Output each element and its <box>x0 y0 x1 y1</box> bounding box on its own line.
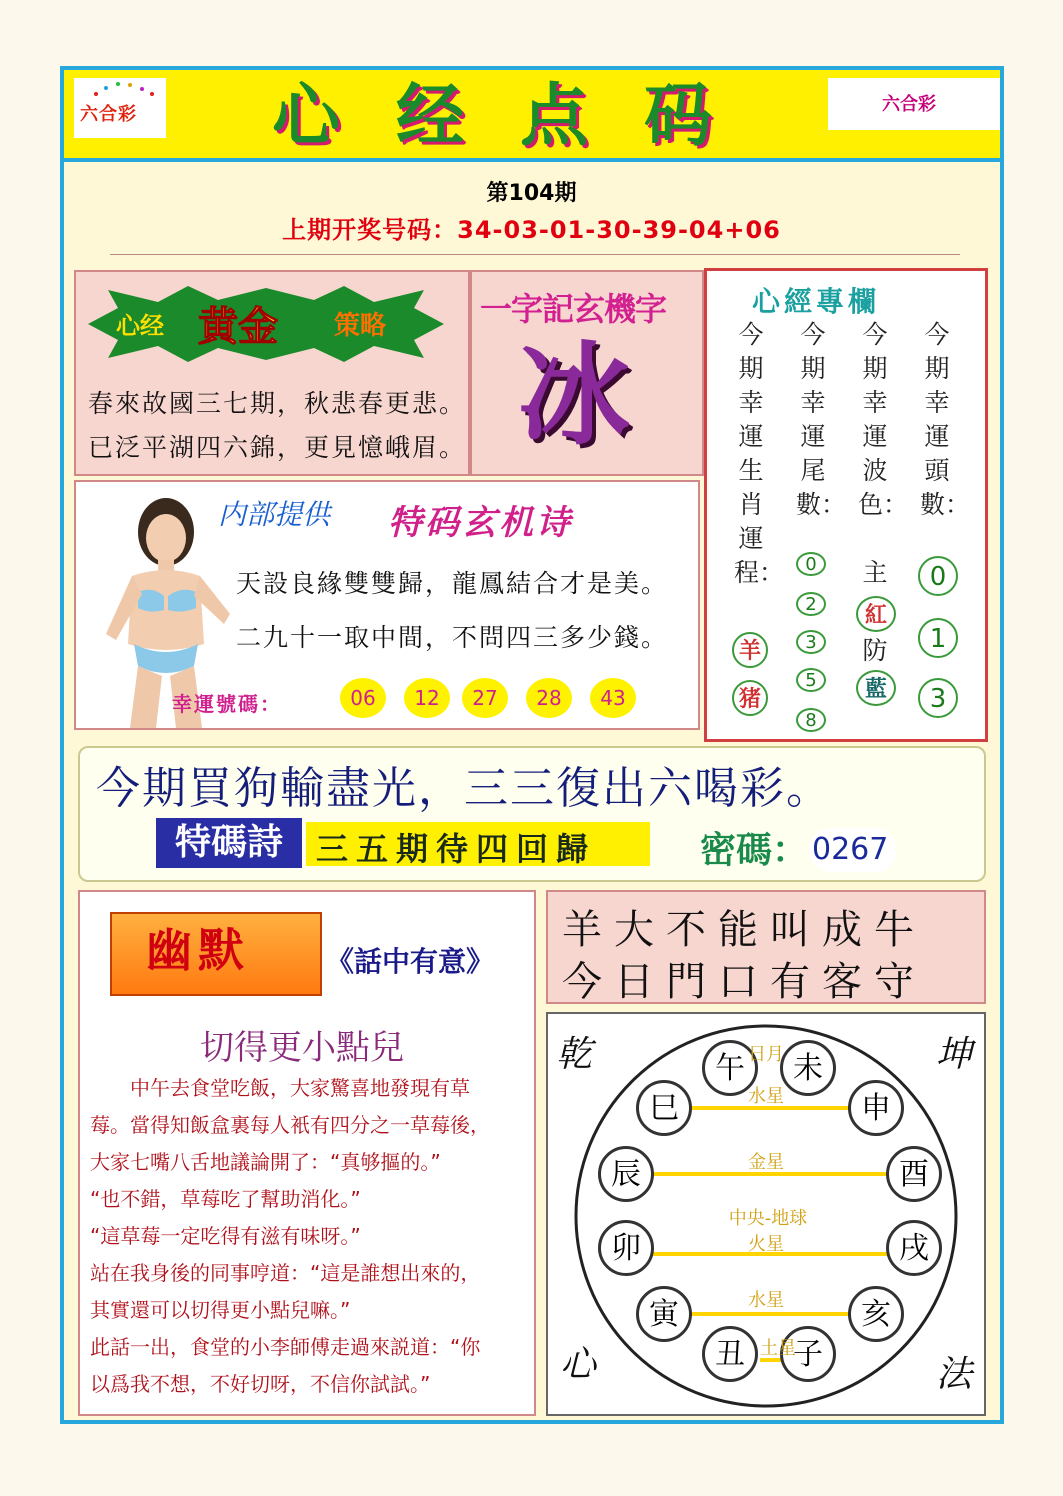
story-line: 站在我身後的同事哼道：“這是誰想出來的， <box>90 1261 481 1285</box>
branch-si: 巳 <box>636 1080 692 1136</box>
branch-shen: 申 <box>848 1080 904 1136</box>
story-line: 中午去食堂吃飯，大家驚喜地發現有草 <box>90 1076 470 1100</box>
column-color-heading: 今期幸運波色： <box>858 320 909 519</box>
planet-sun-moon: 日月 <box>748 1044 784 1065</box>
story-line: 其實還可以切得更小點兒嘛。” <box>90 1298 351 1322</box>
tema-poem-label: 特碼詩 <box>156 818 302 868</box>
planet-earth: 中央-地球 <box>728 1208 808 1229</box>
zodiac-circle: 猪 <box>732 680 768 716</box>
logo-right-text: 六合彩 <box>882 94 936 115</box>
main-title: 心经点码 <box>271 76 768 156</box>
planet-saturn: 土星 <box>760 1338 796 1359</box>
corner-bottom-left: 心 <box>560 1344 597 1385</box>
head-circle: 1 <box>918 618 958 658</box>
proverb-line2: 今日門口有客守 <box>562 959 926 1005</box>
color-guard-value: 藍 <box>856 670 896 706</box>
column-head-heading: 今期幸運頭數： <box>920 320 971 519</box>
logo-left <box>74 78 166 138</box>
branch-wu: 午 <box>702 1040 758 1096</box>
mystery-poem-line2: 二九十一取中間，不問四三多少錢。 <box>236 623 669 652</box>
tail-circle: 3 <box>796 630 826 654</box>
planet-venus: 金星 <box>748 1152 784 1173</box>
corner-top-right: 坤 <box>936 1034 973 1075</box>
branch-zi: 子 <box>780 1326 836 1382</box>
golden-poem-line1: 春來故國三七期，秋悲春更悲。 <box>88 389 467 418</box>
story-line: 此話一出，食堂的小李師傅走過來説道：“你 <box>90 1335 481 1359</box>
planet-mercury-2: 水星 <box>748 1290 784 1311</box>
branch-wei: 未 <box>780 1040 836 1096</box>
story-line: 以爲我不想，不好切呀，不信你試試。” <box>90 1372 431 1396</box>
story-line: 莓。當得知飯盒裏每人衹有四分之一草莓後， <box>90 1113 490 1137</box>
head-circle: 0 <box>918 556 958 596</box>
corner-top-left: 乾 <box>556 1034 593 1075</box>
tail-circle: 5 <box>796 668 826 692</box>
lucky-numbers-label: 幸運號碼： <box>172 692 282 716</box>
head-circle: 3 <box>918 678 958 718</box>
story-line: “這草莓一定吃得有滋有味呀。” <box>90 1224 361 1248</box>
planet-mars: 火星 <box>748 1234 784 1255</box>
one-char-title: 一字記玄機字 <box>480 290 667 328</box>
planet-mercury: 水星 <box>748 1086 784 1107</box>
color-main-label: 主 <box>862 558 888 587</box>
humor-subtitle: 《話中有意》 <box>326 945 495 978</box>
password-value: 0267 <box>812 832 889 867</box>
lucky-number-ball: 28 <box>526 678 572 718</box>
tail-circle: 2 <box>796 592 826 616</box>
tail-circle: 8 <box>796 708 826 732</box>
branch-you: 酉 <box>886 1146 942 1202</box>
logo-left-text: 六合彩 <box>80 104 137 125</box>
branch-hai: 亥 <box>848 1286 904 1342</box>
separator <box>110 254 960 255</box>
branch-chen: 辰 <box>598 1146 654 1202</box>
zodiac-circle: 羊 <box>732 632 768 668</box>
tema-poem: 三五期待四回歸 <box>316 830 597 868</box>
column-title: 心經專欄 <box>752 285 881 318</box>
branch-xu: 戌 <box>886 1220 942 1276</box>
issue-number: 第104期 <box>486 181 577 206</box>
one-char-value: 冰 <box>518 330 630 461</box>
proverb-line1: 羊大不能叫成牛 <box>562 907 926 953</box>
banner-prefix: 心经 <box>116 311 164 340</box>
lucky-number-ball: 06 <box>340 678 386 718</box>
previous-result: 上期开奖号码：34-03-01-30-39-04+06 <box>282 216 781 244</box>
color-main-value: 紅 <box>856 596 896 632</box>
humor-story-title: 切得更小點兒 <box>200 1028 404 1068</box>
lucky-number-ball: 12 <box>404 678 450 718</box>
banner-suffix: 策略 <box>334 311 387 341</box>
branch-mao: 卯 <box>598 1220 654 1276</box>
mystery-title: 特码玄机诗 <box>388 503 573 543</box>
mystery-poem-line1: 天設良緣雙雙歸，龍鳳結合才是美。 <box>236 569 669 598</box>
golden-strategy-banner <box>88 286 444 362</box>
branch-yin: 寅 <box>636 1286 692 1342</box>
mystery-inner-label: 内部提供 <box>218 498 331 531</box>
lucky-number-ball: 43 <box>590 678 636 718</box>
golden-poem-line2: 已泛平湖四六錦，更見憶峨眉。 <box>88 433 467 462</box>
corner-bottom-right: 法 <box>936 1354 973 1395</box>
column-zodiac-heading: 今期幸運生肖運程： <box>734 320 785 587</box>
password-label: 密碼： <box>700 830 809 871</box>
story-line: “也不錯，草莓吃了幫助消化。” <box>90 1187 361 1211</box>
branch-chou: 丑 <box>702 1326 758 1382</box>
story-line: 大家七嘴八舌地議論開了：“真够摳的。” <box>90 1150 441 1174</box>
column-tail-heading: 今期幸運尾數： <box>796 320 847 519</box>
tail-circle: 0 <box>796 552 826 576</box>
message-main: 今期買狗輸盡光，三三復出六喝彩。 <box>96 763 832 814</box>
color-guard-label: 防 <box>862 636 888 665</box>
lucky-number-ball: 27 <box>462 678 508 718</box>
sparkle-icon <box>82 80 162 98</box>
humor-badge-text: 幽默 <box>146 923 250 977</box>
banner-main: 黄金 <box>198 303 278 350</box>
